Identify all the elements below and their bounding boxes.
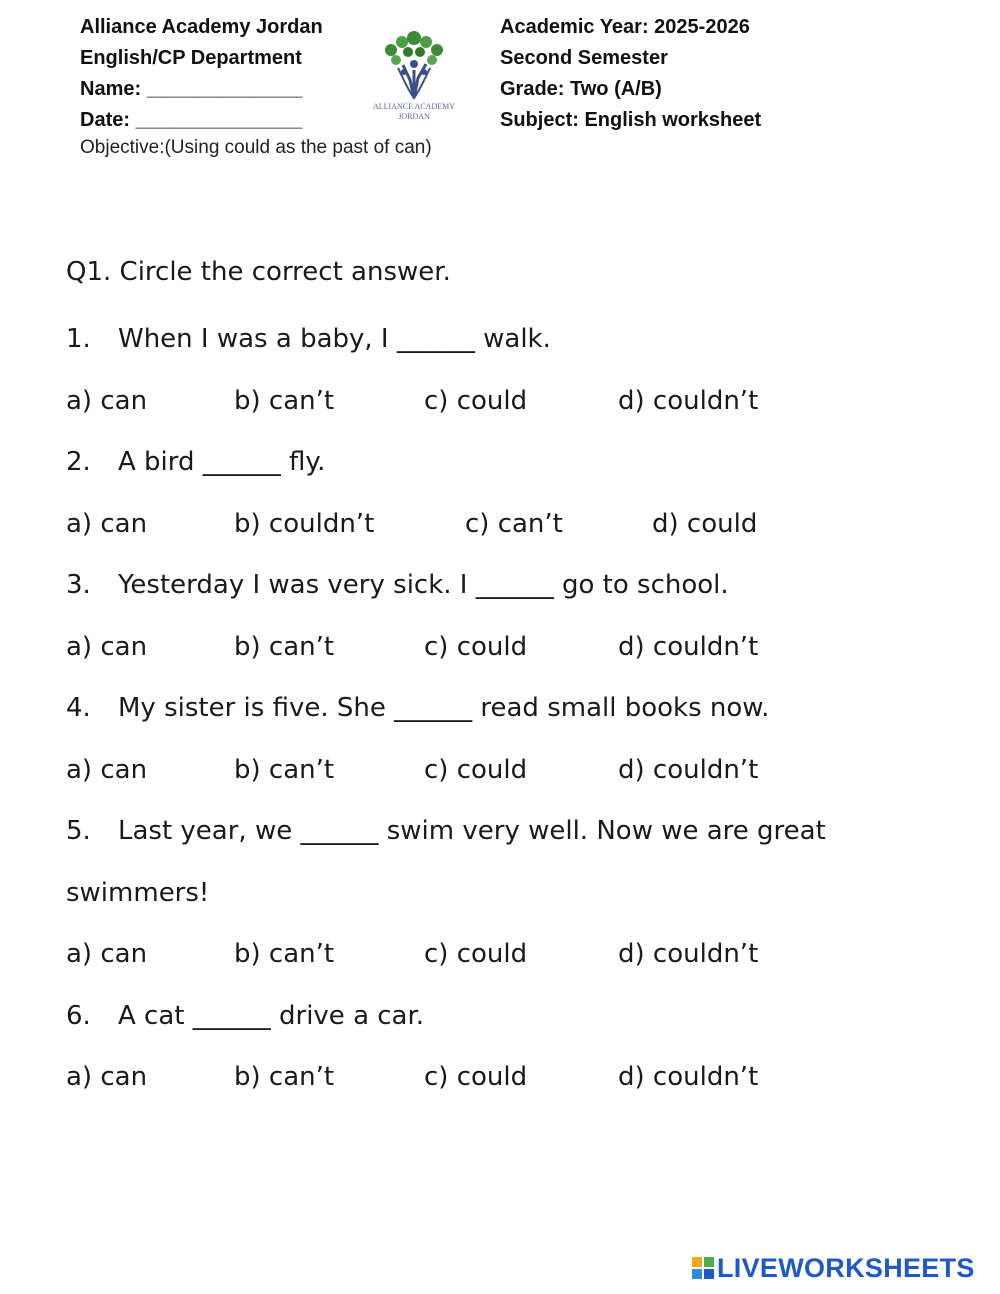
question-number: 3.	[66, 570, 91, 600]
question	[66, 570, 729, 600]
name-field: Name: ______________	[80, 78, 303, 100]
school-info	[80, 12, 323, 136]
question	[66, 324, 551, 354]
option-d[interactable]: d) could	[652, 509, 758, 539]
question-text: Yesterday I was very sick. I ______ go to school.	[118, 570, 729, 600]
question	[66, 1001, 424, 1031]
option-b[interactable]: b) can’t	[234, 1062, 335, 1092]
question-text: Last year, we ______ swim very well. Now we are great	[118, 816, 826, 846]
option-b[interactable]: b) can’t	[234, 755, 335, 785]
question-text: When I was a baby, I ______ walk.	[118, 324, 551, 354]
class-info	[500, 12, 761, 136]
question-number: 6.	[66, 1001, 91, 1031]
brand-text: LIVEWORKSHEETS	[717, 1252, 975, 1283]
option-b[interactable]: b) couldn’t	[234, 509, 375, 539]
question-number: 2.	[66, 447, 91, 477]
liveworksheets-brand[interactable]	[692, 1253, 975, 1283]
option-d[interactable]: d) couldn’t	[618, 632, 759, 662]
option-a[interactable]: a) can	[66, 509, 148, 539]
option-d[interactable]: d) couldn’t	[618, 755, 759, 785]
question	[66, 693, 769, 723]
option-a[interactable]: a) can	[66, 755, 148, 785]
option-b[interactable]: b) can’t	[234, 386, 335, 416]
option-d[interactable]: d) couldn’t	[618, 386, 759, 416]
question-text: A cat ______ drive a car.	[118, 1001, 425, 1031]
option-b[interactable]: b) can’t	[234, 939, 335, 969]
question-text: A bird ______ fly.	[118, 447, 326, 477]
date-field: Date: _______________	[80, 109, 303, 131]
option-d[interactable]: d) couldn’t	[618, 1062, 759, 1092]
logo-caption: ALLIANCE ACADEMY JORDAN	[373, 102, 455, 121]
option-c[interactable]: c) could	[424, 939, 528, 969]
semester: Second Semester	[500, 47, 668, 69]
school-name: Alliance Academy Jordan	[80, 16, 323, 38]
option-a[interactable]: a) can	[66, 632, 148, 662]
department: English/CP Department	[80, 47, 302, 69]
question-text: My sister is five. She ______ read small books now.	[118, 693, 770, 723]
option-a[interactable]: a) can	[66, 939, 148, 969]
option-d[interactable]: d) couldn’t	[618, 939, 759, 969]
question-text-continued: swimmers!	[66, 878, 210, 908]
academic-year: Academic Year: 2025-2026	[500, 16, 750, 38]
question-number: 1.	[66, 324, 91, 354]
option-c[interactable]: c) could	[424, 386, 528, 416]
q1-title: Q1. Circle the correct answer.	[66, 257, 451, 287]
question-number: 5.	[66, 816, 91, 846]
question	[66, 816, 826, 846]
option-c[interactable]: c) could	[424, 1062, 528, 1092]
option-c[interactable]: c) could	[424, 632, 528, 662]
objective: Objective:(Using could as the past of can)	[80, 137, 432, 158]
liveworksheets-logo-icon	[692, 1257, 714, 1279]
option-c[interactable]: c) can’t	[465, 509, 563, 539]
subject: Subject: English worksheet	[500, 109, 762, 131]
option-b[interactable]: b) can’t	[234, 632, 335, 662]
grade: Grade: Two (A/B)	[500, 78, 662, 100]
option-a[interactable]: a) can	[66, 386, 148, 416]
option-c[interactable]: c) could	[424, 755, 528, 785]
question-number: 4.	[66, 693, 91, 723]
option-a[interactable]: a) can	[66, 1062, 148, 1092]
question	[66, 447, 325, 477]
